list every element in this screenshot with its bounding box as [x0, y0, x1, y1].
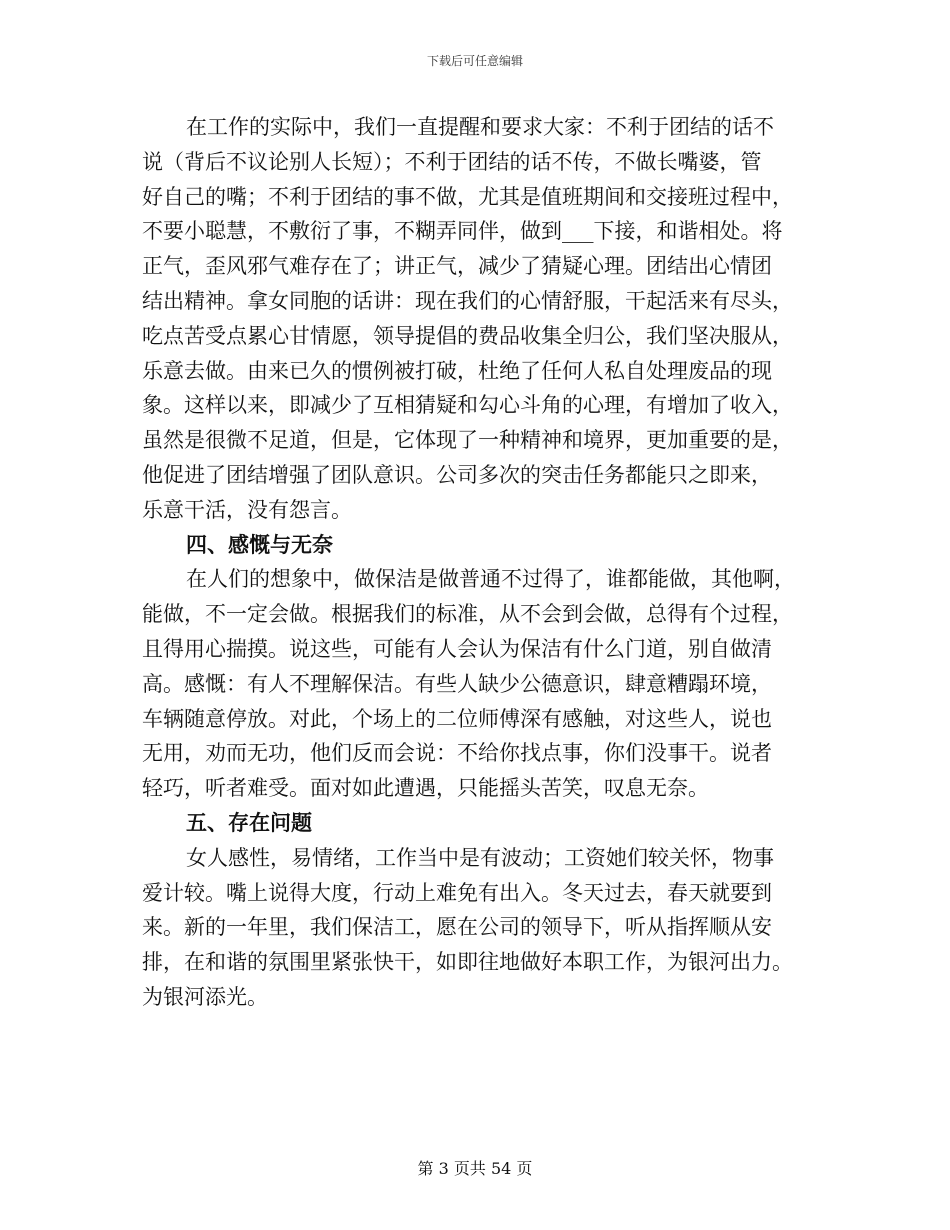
text-line: 高。感慨：有人不理解保洁。有些人缺少公德意识，肆意糟蹋环境， — [142, 671, 772, 696]
text-line: 且得用心揣摸。说这些，可能有人会认为保洁有什么门道，别自做清 — [142, 636, 772, 661]
text-line: 虽然是很微不足道，但是，它体现了一种精神和境界，更加重要的是， — [142, 428, 793, 453]
text-line: 乐意干活，没有怨言。 — [142, 497, 352, 522]
text-line: 能做，不一定会做。根据我们的标准，从不会到会做，总得有个过程， — [142, 602, 793, 627]
text-line: 他促进了团结增强了团队意识。公司多次的突击任务都能只之即来， — [142, 462, 772, 487]
page-header: 下载后可任意编辑 — [426, 54, 523, 68]
section-heading: 五、存在问题 — [186, 809, 312, 835]
page-number: 第 3 页共 54 页 — [417, 1159, 533, 1178]
text-line: 在工作的实际中，我们一直提醒和要求大家：不利于团结的话不 — [186, 115, 774, 139]
text-line: 无用，劝而无功，他们反而会说：不给你找点事，你们没事干。说者 — [142, 741, 772, 766]
text-line: 不要小聪慧，不敷衍了事，不糊弄同伴，做到___下接，和谐相处。将 — [142, 219, 783, 244]
text-line: 乐意去做。由来已久的惯例被打破，杜绝了任何人私自处理废品的现 — [142, 358, 772, 383]
text-line: 女人感性，易情绪，工作当中是有波动；工资她们较关怀，物事 — [186, 845, 774, 870]
text-line: 为银河添光。 — [142, 984, 268, 1009]
text-line: 爱计较。嘴上说得大度，行动上难免有出入。冬天过去，春天就要到 — [142, 880, 772, 905]
text-line: 说（背后不议论别人长短）；不利于团结的话不传，不做长嘴婆，管 — [142, 149, 762, 174]
section-heading: 四、感慨与无奈 — [186, 531, 333, 557]
text-line: 吃点苦受点累心甘情愿，领导提倡的费品收集全归公，我们坚决服从， — [142, 323, 793, 348]
text-line: 排，在和谐的氛围里紧张快干，如即往地做好本职工作，为银河出力。 — [142, 950, 793, 975]
text-line: 轻巧，听者难受。面对如此遭遇，只能摇头苦笑，叹息无奈。 — [142, 776, 709, 801]
text-line: 在人们的想象中，做保洁是做普通不过得了，谁都能做，其他啊， — [186, 567, 795, 592]
text-line: 来。新的一年里，我们保洁工，愿在公司的领导下，听从指挥顺从安 — [142, 915, 772, 940]
document-body — [142, 110, 810, 1015]
text-line: 正气，歪风邪气难存在了；讲正气，减少了猜疑心理。团结出心情团 — [142, 254, 772, 279]
text-line: 车辆随意停放。对此，个场上的二位师傅深有感触，对这些人，说也 — [142, 706, 772, 731]
text-line: 好自己的嘴；不利于团结的事不做，尤其是值班期间和交接班过程中， — [142, 184, 793, 209]
text-line: 结出精神。拿女同胞的话讲：现在我们的心情舒服，干起活来有尽头， — [142, 288, 793, 313]
text-line: 象。这样以来，即减少了互相猜疑和勾心斗角的心理，有增加了收入， — [142, 393, 793, 418]
